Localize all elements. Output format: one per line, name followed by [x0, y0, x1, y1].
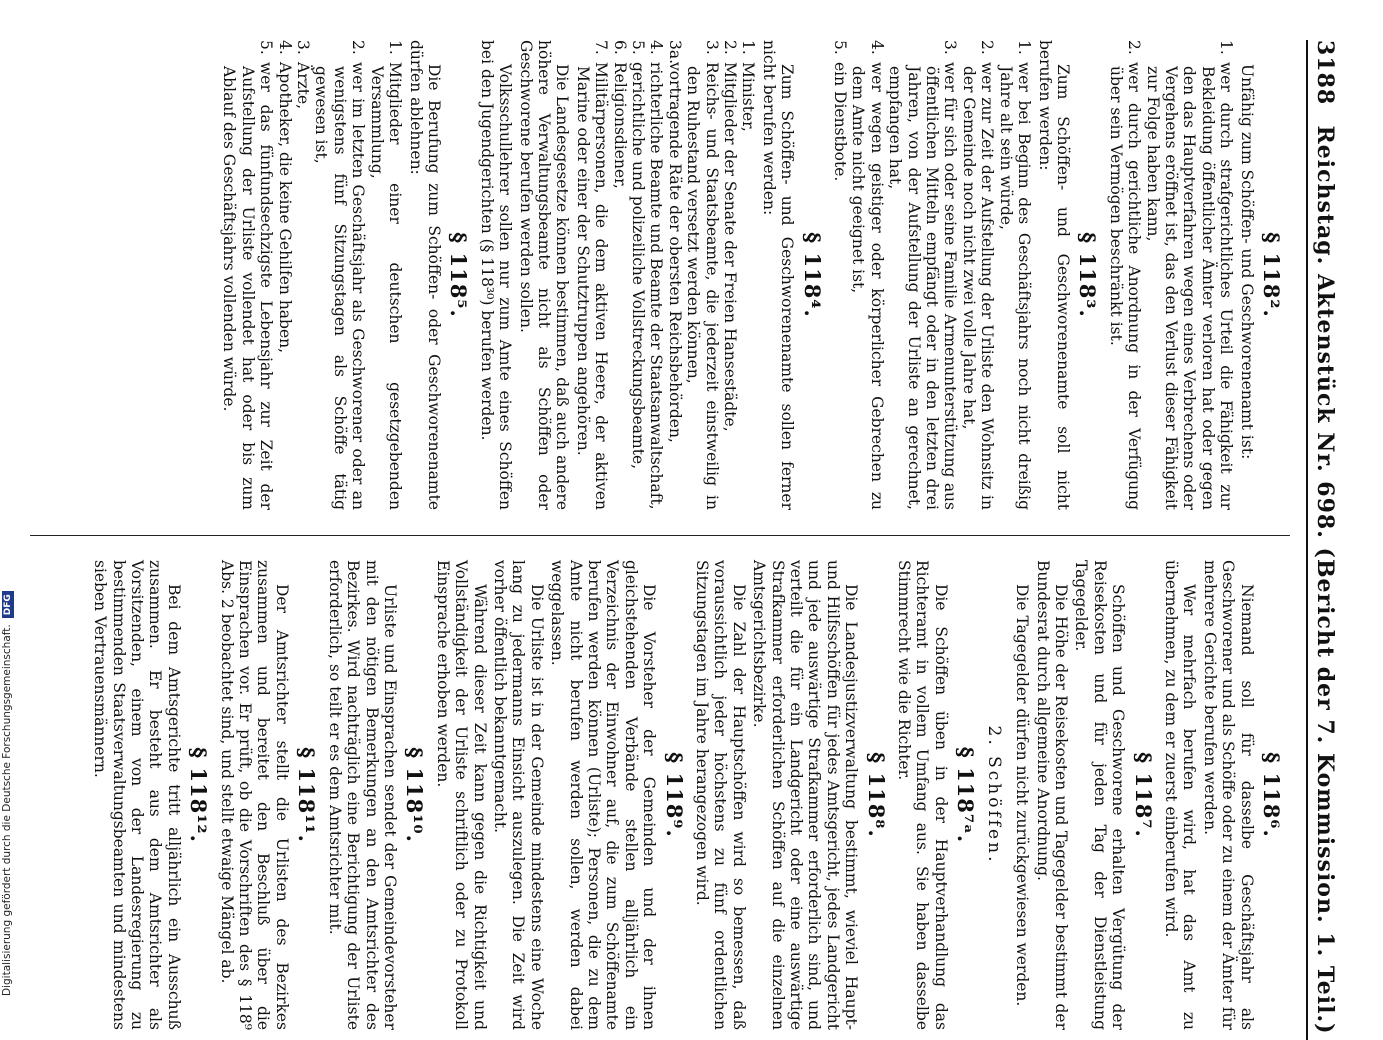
paragraph: Schöffen und Geschworene erhalten Vergütung der Reisekosten und für jeden Tag der Dienstleistung Tagegelder.	[1072, 560, 1128, 1030]
paragraph: Wer mehrfach berufen wird, hat das Amt zu übernehmen, zu dem er zuerst einberufen wird.	[1161, 560, 1199, 1030]
dfg-logo: DFG	[2, 591, 14, 618]
section-intro: Die Berufung zum Schöffen- oder Geschworenenamte dürfen ablehnen:	[406, 40, 443, 510]
right-column	[89, 560, 1290, 1030]
paragraph: Niemand soll für dasselbe Geschäftsjahr als Geschworener und als Schöffe oder zu einem der Ämter für mehrere Gerichte berufen werden.	[1200, 560, 1256, 1030]
section-title: § 118³.	[1075, 232, 1101, 318]
column-divider	[30, 535, 1290, 536]
list-item: 6.Religionsdiener,	[610, 40, 629, 189]
list-item: 2.wer im letzten Geschäftsjahr als Geschworener oder an wenigstens fünf Sitzungstagen als Schöffe tätig gewesen ist,	[312, 40, 368, 510]
paragraph: Während dieser Zeit kann gegen die Richtigkeit und Vollständigkeit der Urliste schriftlich oder zu Protokoll Einsprache erhoben werden.	[433, 560, 489, 1030]
running-head: Reichstag. Aktenstück Nr. 698. (Bericht der 7. Kommission. 1. Teil.)	[1312, 125, 1338, 1035]
digitization-note	[0, 0, 16, 1000]
section-title: § 118¹⁰.	[402, 747, 428, 843]
section-title: § 118⁴.	[799, 232, 825, 318]
list-item: 1.wer durch strafgerichtliches Urteil die Fähigkeit zur Bekleidung öffentlicher Ämter verloren hat oder gegen den das Hauptverfahren wegen eines Verbrechens oder Vergehens eröffnet ist, das den Verlust dieser Fähigkeit zur Folge haben kann,	[1143, 40, 1236, 510]
list-item: 4.richterliche Beamte und Beamte der Staatsanwaltschaft,	[647, 40, 666, 510]
paragraph: Die Tagegelder dürfen nicht zurückgewiesen werden.	[1013, 584, 1032, 1007]
section-title: § 118⁵.	[446, 232, 472, 318]
section-intro: Zum Schöffen- und Geschworenenamte sollen ferner nicht berufen werden:	[759, 40, 797, 510]
section-title: § 118⁷.	[1130, 752, 1156, 838]
paragraph: Volksschullehrer sollen nur zum Amte eines Schöffen bei den Jugendgerichten (§ 118³⁰) berufen werden.	[477, 40, 515, 510]
section-title: § 118⁷ᵃ.	[953, 746, 979, 844]
list-item: 3.wer für sich oder seine Familie Armenunterstützung aus öffentlichen Mitteln empfängt oder in den letzten drei Jahren, von der Aufstellung der Urliste an gerechnet, empfangen hat,	[886, 40, 960, 510]
paragraph: Urliste und Einsprachen sendet der Gemeindevorsteher mit den nötigen Bemerkungen an den Amtsrichter des Bezirkes. Wird nachträglich eine Berichtigung der Urliste erforderlich, so teilt er es dem Amtsrichter mit.	[325, 560, 399, 1030]
section-intro: Unfähig zum Schöffen- und Geschworenenamt ist:	[1237, 64, 1256, 460]
paragraph: Der Amtsrichter stellt die Urlisten des Bezirkes zusammen und bereitet den Beschluß über die Einsprachen vor. Er prüft, ob die Vorschriften des § 118⁹ Abs. 2 beobachtet sind, und stellt etwaige Mängel ab.	[217, 560, 291, 1030]
list-item: 5.gerichtliche und polizeiliche Vollstreckungsbeamte,	[629, 40, 647, 470]
left-column	[218, 40, 1290, 510]
paragraph: Bei dem Amtsgerichte tritt alljährlich ein Ausschuß zusammen. Er besteht aus dem Amtsrichter als Vorsitzenden, einem von der Landesregierung zu bestimmenden Staatsverwaltungsbeamten und mindestens sieben Vertrauensmännern.	[91, 560, 183, 1030]
numbered-list	[1106, 40, 1235, 510]
list-item: 1.Mitglieder einer deutschen gesetzgebenden Versammlung,	[367, 40, 405, 510]
list-item: 3.Ärzte,	[294, 40, 313, 110]
section-intro: Zum Schöffen- und Geschworenenamte soll nicht berufen werden:	[1035, 40, 1072, 510]
numbered-list	[831, 40, 1033, 510]
document-page	[0, 40, 1340, 1040]
section-title: § 118¹¹.	[294, 747, 320, 843]
list-item: 5.wer das fünfundsechzigste Lebensjahr zur Zeit der Aufstellung der Urliste vollendet hat oder bis zum Ablauf des Geschäftsjahrs vollenden würde.	[220, 40, 276, 510]
section-title: § 118⁸.	[863, 752, 889, 838]
list-item: 2.Mitglieder der Senate der Freien Hansestädte,	[721, 40, 740, 432]
section-title: § 118⁶.	[1259, 752, 1284, 838]
section-title: § 118¹².	[186, 747, 212, 843]
paragraph: Die Landesjustizverwaltung bestimmt, wieviel Haupt- und Hilfsschöffen für jedes Amtsgericht, jedes Landgericht und jede auswärtige Strafkammer erforderlich sind, und verteilt die für ein Landgericht oder eine auswärtige Strafkammer erforderlichen Schöffen auf die einzelnen Amtsgerichtsbezirke.	[750, 560, 861, 1030]
paragraph: Die Landesgesetze können bestimmen, daß auch andere höhere Verwaltungsbeamte nicht als Schöffen oder Geschworene berufen werden sollen.	[516, 40, 572, 510]
numbered-list	[573, 40, 757, 510]
list-item: 1.Minister,	[739, 40, 758, 132]
page-header	[1306, 40, 1340, 1040]
list-item: 2.wer zur Zeit der Aufstellung der Urliste den Wohnsitz in der Gemeinde noch nicht zwei volle Jahre hat,	[959, 40, 997, 510]
page-number: 3188	[1312, 40, 1338, 106]
paragraph: Die Höhe der Reisekosten und Tagegelder bestimmt der Bundesrat durch allgemeine Anordnung.	[1033, 560, 1070, 1030]
list-item: 4.wer wegen geistiger oder körperlicher Gebrechen zu dem Amte nicht geeignet ist,	[849, 40, 886, 510]
paragraph: Die Zahl der Hauptschöffen wird so bemessen, daß voraussichtlich jeder höchstens zu fünf ordentlichen Sitzungstagen im Jahre herangezogen wird.	[693, 560, 748, 1030]
section-title: § 118⁹.	[661, 752, 687, 838]
list-item: 2.wer durch gerichtliche Anordnung in der Verfügung über sein Vermögen beschränkt ist.	[1106, 40, 1144, 510]
paragraph: Die Urliste ist in der Gemeinde mindestens eine Woche lang zu jedermanns Einsicht auszulegen. Die Zeit wird vorher öffentlich bekanntgemacht.	[490, 560, 546, 1030]
list-item: 1.wer bei Beginn des Geschäftsjahrs noch nicht dreißig Jahre alt sein würde,	[996, 40, 1034, 510]
list-item: 5.ein Dienstbote.	[831, 40, 850, 182]
list-item: 7.Militärpersonen, die dem aktiven Heere, der aktiven Marine oder einer der Schutztruppen angehören.	[573, 40, 611, 510]
list-item: 4.Apotheker, die keine Gehilfen haben,	[275, 40, 294, 354]
section-title: § 118².	[1259, 232, 1284, 318]
digitization-text: Digitalisierung gefördert durch die Deutsche Forschungsgemeinschaft.	[1, 624, 13, 996]
paragraph: Die Vorsteher der Gemeinden und der ihnen gleichstehenden Verbände stellen alljährlich ein Verzeichnis der Einwohner auf, die zum Schöffenamte berufen werden können (Urliste); Personen, die zu dem Amte nicht berufen werden sollen, werden dabei weggelassen.	[548, 560, 659, 1030]
numbered-list	[220, 40, 404, 510]
list-item: 3.Reichs- und Staatsbeamte, die jederzeit einstweilig in den Ruhestand versetzt werden können,	[684, 40, 721, 510]
subheading: 2. Schöffen.	[983, 725, 1004, 865]
list-item: 3a.vortragende Räte der obersten Reichsbehörden,	[665, 40, 684, 443]
paragraph: Die Schöffen üben in der Hauptverhandlung das Richteramt in vollem Umfang aus. Sie haben dasselbe Stimmrecht wie die Richter.	[895, 560, 950, 1030]
